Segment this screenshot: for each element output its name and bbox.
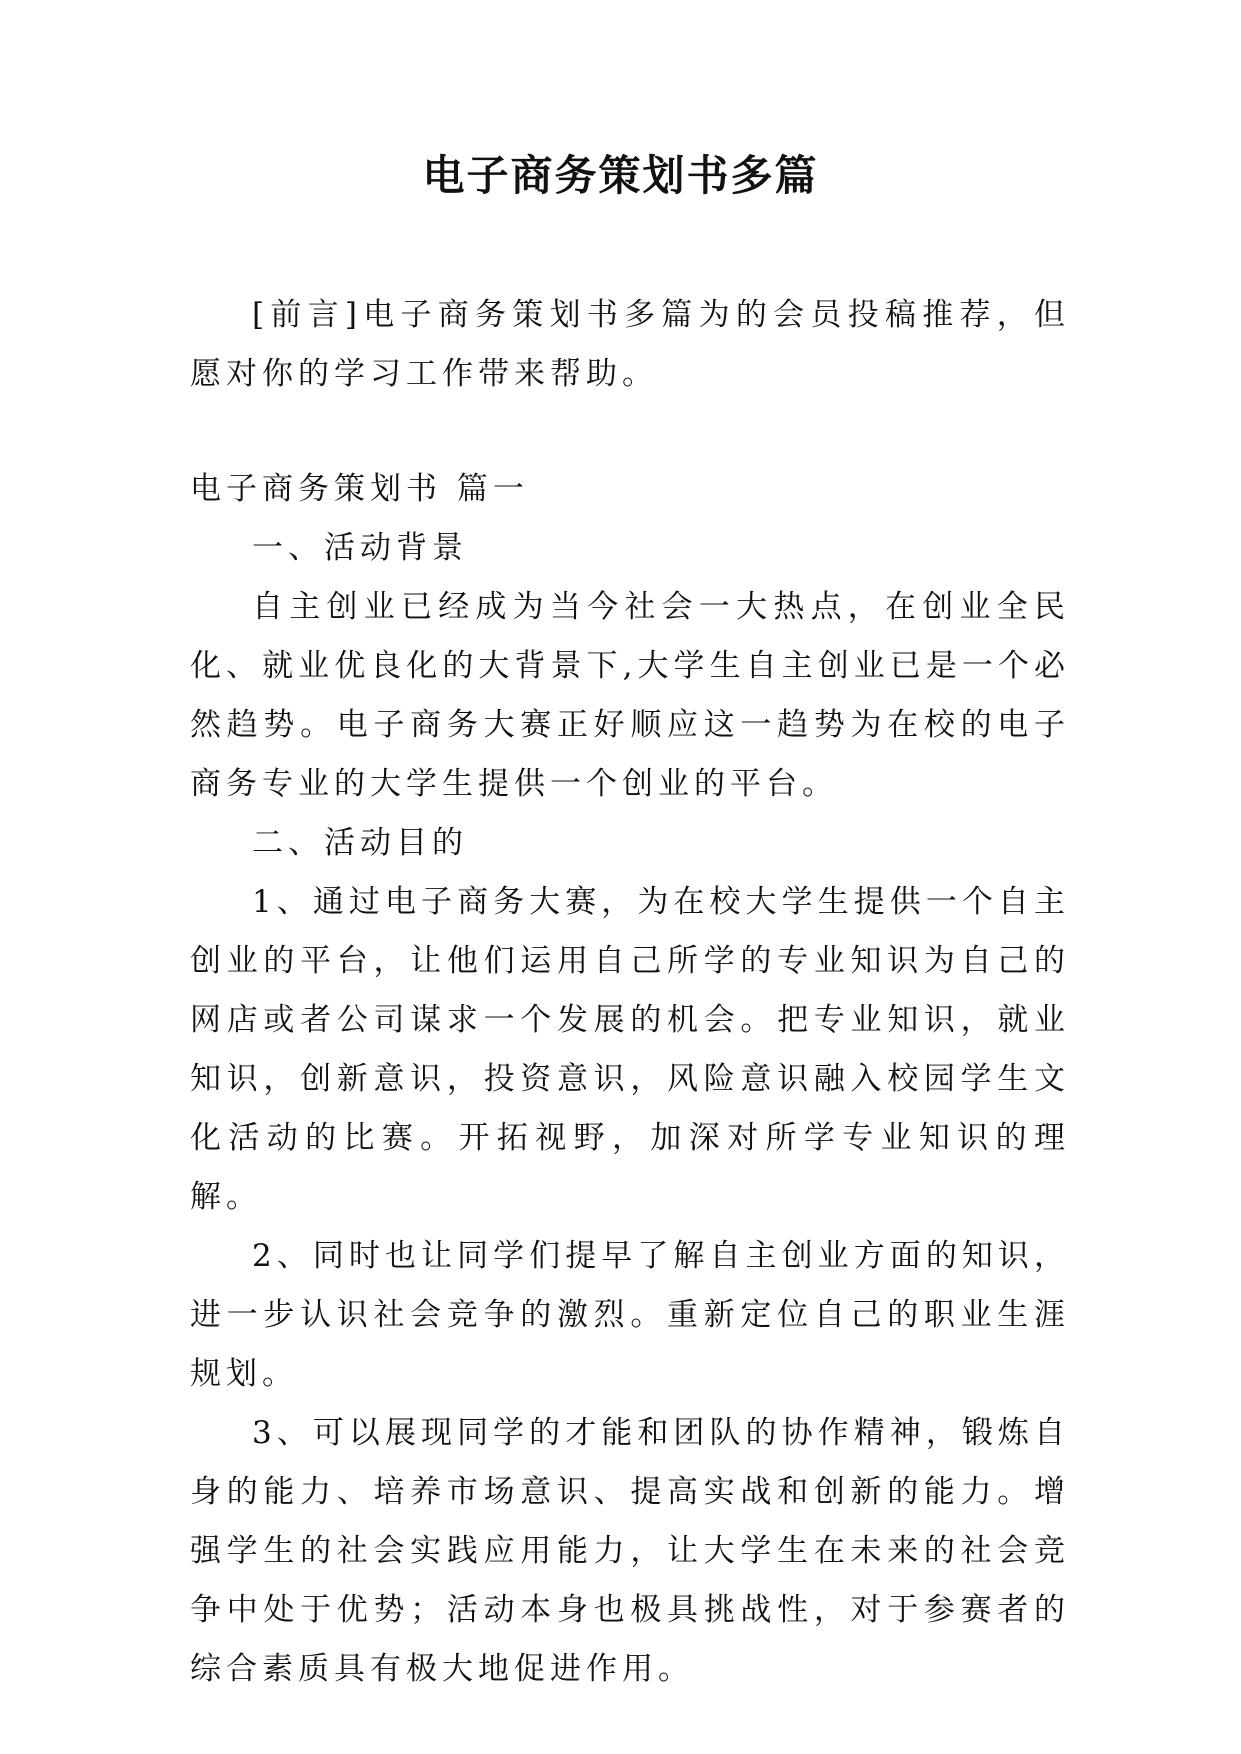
heading-activity-background: 一、活动背景	[252, 530, 468, 566]
document-body	[190, 460, 1070, 1699]
paragraph-purpose-1: 1、通过电子商务大赛，为在校大学生提供一个自主创业的平台，让他们运用自己所学的专业知识为自己的网店或者公司谋求一个发展的机会。把专业知识，就业知识，创新意识，投资意识，风险意识融入校园学生文化活动的比赛。开拓视野，加深对所学专业知识的理解。	[190, 884, 1070, 1215]
preface-paragraph: [前言]电子商务策划书多篇为的会员投稿推荐，但愿对你的学习工作带来帮助。	[190, 297, 1070, 392]
section-heading: 电子商务策划书 篇一	[190, 471, 529, 507]
heading-activity-purpose: 二、活动目的	[252, 825, 468, 861]
document-title: 电子商务策划书多篇	[422, 151, 819, 200]
paragraph-purpose-3: 3、可以展现同学的才能和团队的协作精神，锻炼自身的能力、培养市场意识、提高实战和创新的能力。增强学生的社会实践应用能力，让大学生在未来的社会竞争中处于优势；活动本身也极具挑战性，对于参赛者的综合素质具有极大地促进作用。	[190, 1415, 1070, 1687]
paragraph-purpose-2: 2、同时也让同学们提早了解自主创业方面的知识，进一步认识社会竞争的激烈。重新定位自己的职业生涯规划。	[190, 1238, 1070, 1392]
paragraph-background: 自主创业已经成为当今社会一大热点，在创业全民化、就业优良化的大背景下,大学生自主创业已是一个必然趋势。电子商务大赛正好顺应这一趋势为在校的电子商务专业的大学生提供一个创业的平台。	[190, 589, 1070, 802]
